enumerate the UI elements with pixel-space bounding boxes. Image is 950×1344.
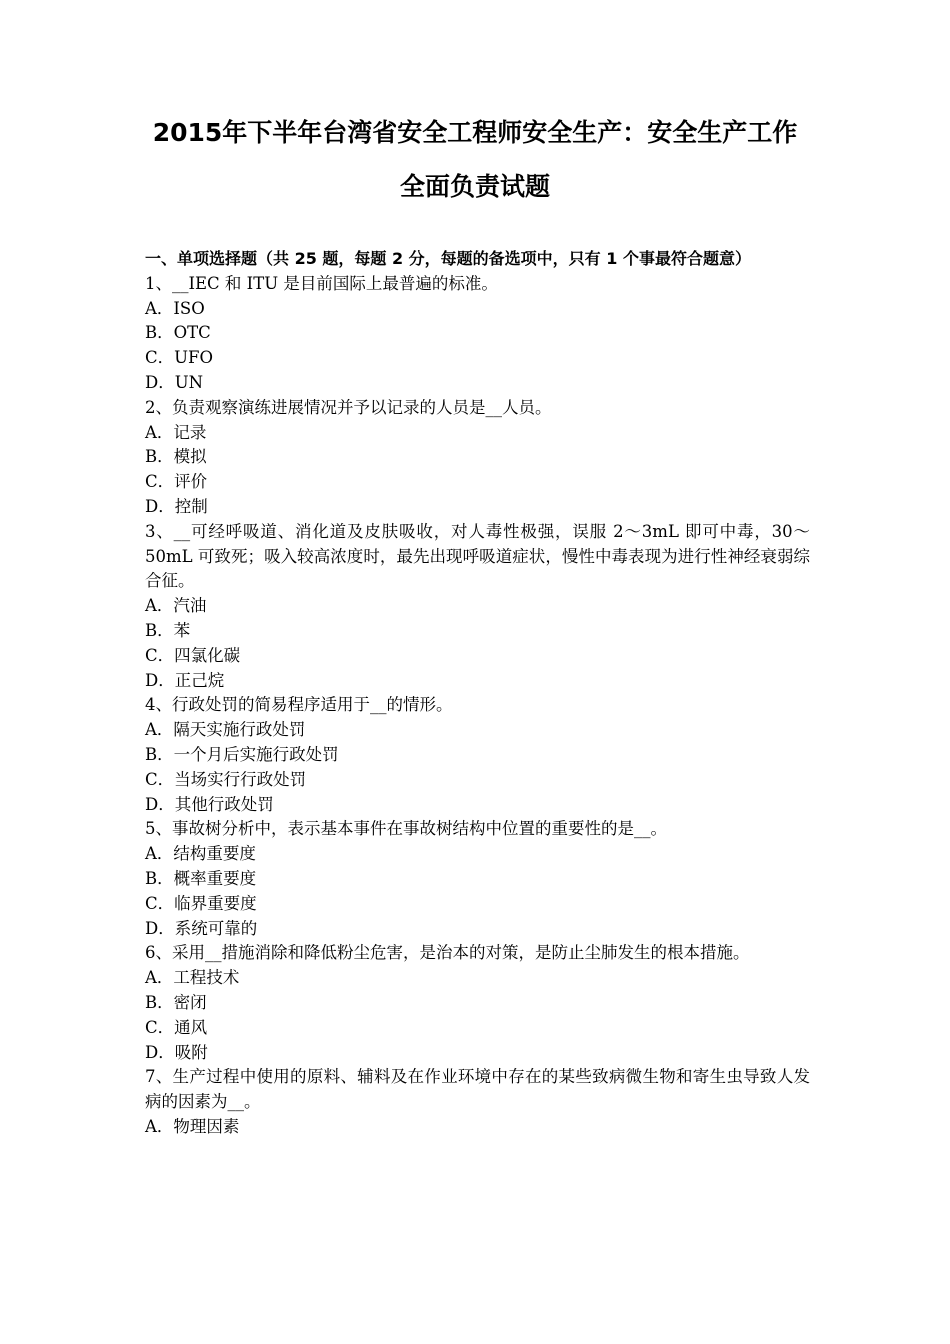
question-stem: 7、生产过程中使用的原料、辅料及在作业环境中存在的某些致病微生物和寄生虫导致人发病的因素为__。 bbox=[145, 1067, 810, 1112]
question-stem: 3、__可经呼吸道、消化道及皮肤吸收，对人毒性极强，误服 2～3mL 即可中毒，30～ 50mL 可致死；吸入较高浓度时，最先出现呼吸道症状，慢性中毒表现为进行性神经衰弱综合征。 bbox=[145, 521, 810, 591]
question-7 bbox=[145, 1065, 810, 1139]
question-stem: 6、采用__措施消除和降低粉尘危害，是治本的对策，是防止尘肺发生的根本措施。 bbox=[145, 943, 750, 963]
question-stem: 1、__IEC 和 ITU 是目前国际上最普遍的标准。 bbox=[145, 273, 498, 293]
option-b: B．一个月后实施行政处罚 bbox=[145, 744, 339, 764]
option-d: D．控制 bbox=[145, 496, 208, 516]
question-1 bbox=[145, 272, 810, 396]
option-a: A．汽油 bbox=[145, 596, 207, 616]
option-c: C．UFO bbox=[145, 348, 214, 368]
question-stem: 2、负责观察演练进展情况并予以记录的人员是__人员。 bbox=[145, 397, 552, 417]
option-b: B．概率重要度 bbox=[145, 868, 257, 888]
question-stem: 4、行政处罚的简易程序适用于__的情形。 bbox=[145, 695, 453, 715]
option-c: C．四氯化碳 bbox=[145, 645, 241, 665]
option-c: C．临界重要度 bbox=[145, 893, 257, 913]
document-title-line1: 2015年下半年台湾省安全工程师安全生产：安全生产工作 bbox=[152, 118, 798, 147]
option-d: D．UN bbox=[145, 372, 204, 392]
question-3 bbox=[145, 520, 810, 694]
option-d: D．正己烷 bbox=[145, 670, 225, 690]
question-4 bbox=[145, 693, 810, 817]
question-6 bbox=[145, 941, 810, 1065]
option-a: A．隔天实施行政处罚 bbox=[145, 720, 306, 740]
option-d: D．其他行政处罚 bbox=[145, 794, 274, 814]
section-heading: 一、单项选择题（共 25 题，每题 2 分，每题的备选项中，只有 1 个事最符合题意） bbox=[145, 249, 751, 268]
document-title-line2: 全面负责试题 bbox=[399, 172, 550, 201]
option-b: B．苯 bbox=[145, 620, 191, 640]
option-c: C．当场实行行政处罚 bbox=[145, 769, 307, 789]
option-a: A．记录 bbox=[145, 422, 207, 442]
option-a: A．结构重要度 bbox=[145, 844, 256, 864]
question-2 bbox=[145, 396, 810, 520]
option-a: A．ISO bbox=[145, 298, 205, 318]
option-a: A．物理因素 bbox=[145, 1116, 240, 1136]
option-b: B．密闭 bbox=[145, 992, 207, 1012]
option-b: B．模拟 bbox=[145, 447, 207, 467]
option-c: C．通风 bbox=[145, 1017, 208, 1037]
option-d: D．系统可靠的 bbox=[145, 918, 258, 938]
option-d: D．吸附 bbox=[145, 1042, 208, 1062]
option-b: B．OTC bbox=[145, 323, 211, 343]
option-c: C．评价 bbox=[145, 472, 208, 492]
option-a: A．工程技术 bbox=[145, 968, 240, 988]
question-5 bbox=[145, 817, 810, 941]
document-body bbox=[145, 247, 810, 1140]
question-stem: 5、事故树分析中，表示基本事件在事故树结构中位置的重要性的是__。 bbox=[145, 819, 667, 839]
